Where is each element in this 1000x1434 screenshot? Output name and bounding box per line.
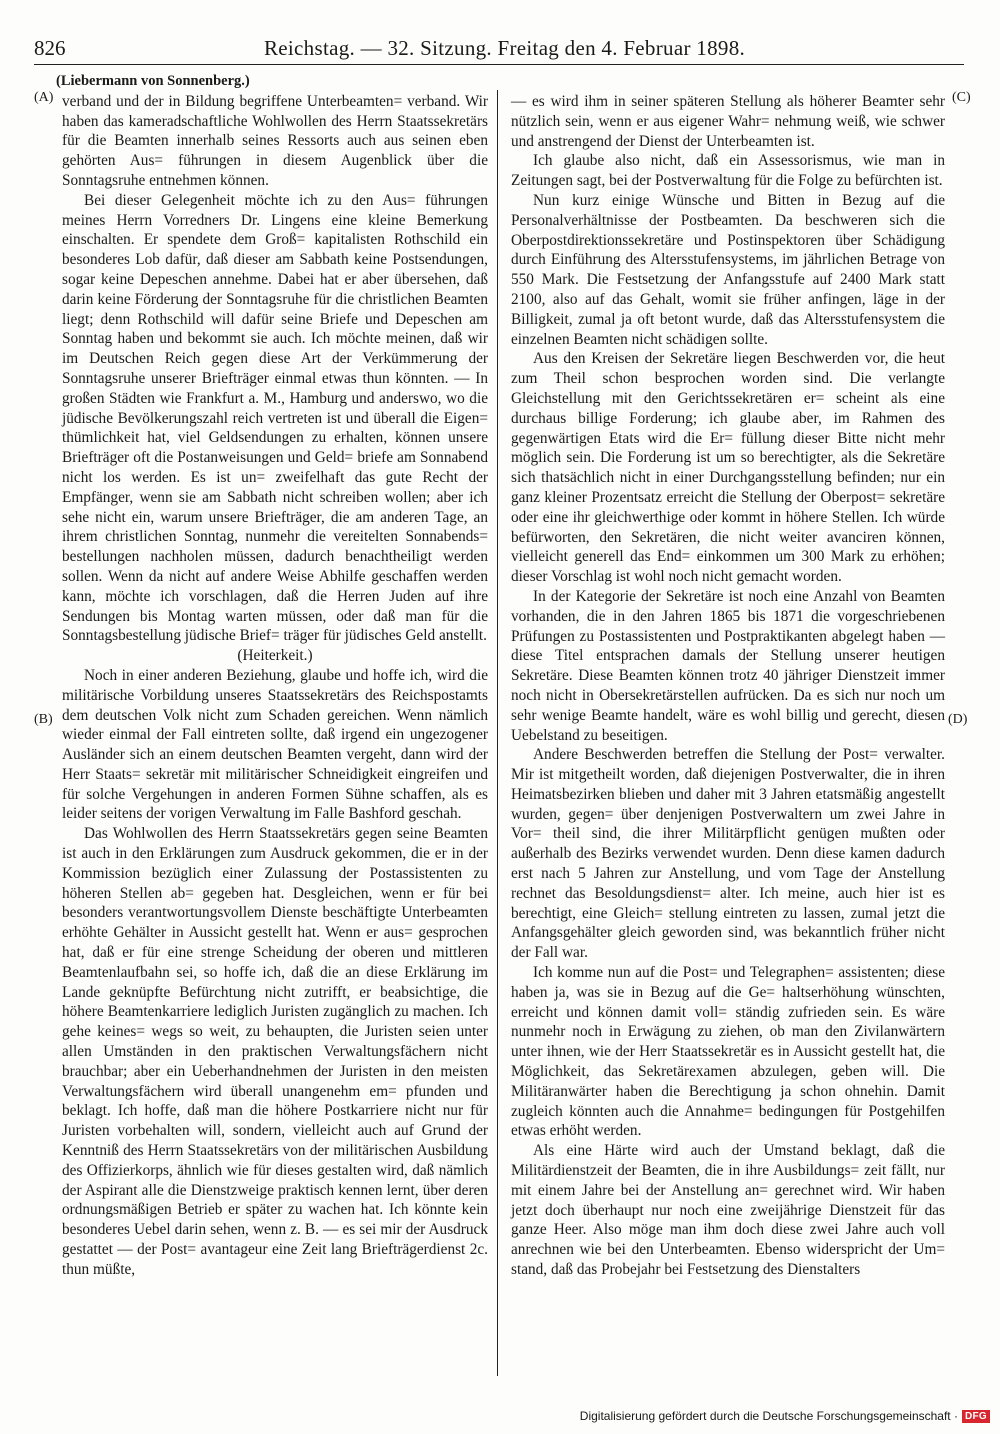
paragraph: Noch in einer anderen Beziehung, glaube und hoffe ich, wird die militärische Vorbildung unseres Staatssekretärs des Reichspostamts dem deutschen Volk nicht zum Schaden gereichen. Wenn nämlich wieder einmal der Fall eintreten sollte, daß irgend ein ungezogener Ausländer sich an einem deutschen Beamten vergeht, dann wird der Herr Staats= sekretär mit militärischer Schneidigkeit eingreifen und für solche Vergehungen in anderen Formen Sühne schaffen, als es leider seitens der vorigen Verwaltung im Falle Bashford geschah.	[62, 666, 488, 823]
dfg-logo: DFG	[962, 1410, 990, 1423]
paragraph: Nun kurz einige Wünsche und Bitten in Bezug auf die Personalverhältnisse der Postbeamten. Da beschweren sich die Oberpostdirektionssekretäre und Postinspektoren über Schädigung durch Einführung des Altersstufensystems, im jährlichen Betrage von 550 Mark. Die Festsetzung der Anfangsstufe auf 2400 Mark statt 2100, also auf das Gehalt, womit sie früher anfingen, läge in der Billigkeit, zumal ja oft betont wurde, daß das Altersstufensystem die einzelnen Beamten nicht schädigen sollte.	[511, 191, 945, 348]
paragraph: verband und der in Bildung begriffene Unterbeamten= verband. Wir haben das kameradschaftliche Wohlwollen des Herrn Staatssekretärs für die Beamten innerhalb seines Ressorts auch aus seinen eben gehörten Aus= führungen in diesem Augenblick über die Sonntagsruhe entnehmen können.	[62, 92, 488, 189]
paragraph: Als eine Härte wird auch der Umstand beklagt, daß die Militärdienstzeit der Beamten, die in ihre Ausbildungs= zeit fällt, nur mit einem Jahre bei der Anstellung an= gerechnet wird. Wir haben jetzt doch überhaupt nur noch eine zweijährige Dienstzeit für das ganze Heer. Also möge man ihm doch diese zwei Jahre auch voll anrechnen wie bei den Unterbeamten. Ebenso widerspricht der Um= stand, daß das Probejahr bei Festsetzung des Dienstalters	[511, 1142, 945, 1279]
page-number: 826	[34, 36, 66, 60]
paragraph: Ich komme nun auf die Post= und Telegraphen= assistenten; diese haben ja, was sie in Bezug auf die Ge= haltserhöhung wünschten, erreicht und können damit voll= ständig zufrieden sein. Es wäre nunmehr noch in Erwägung zu ziehen, ob man den Zivilanwärtern unter ihnen, wie der Herr Staatssekretär es in Aussicht gestellt hat, die Möglichkeit, das Sekretärexamen abzulegen, geben will. Die Militäranwärter haben die Berechtigung ja schon ohnehin. Damit zugleich könnten auch die Annahme= bedingungen für Postgehilfen etwas erhöht werden.	[511, 964, 945, 1140]
left-column	[56, 72, 488, 1280]
margin-marker-b: (B)	[34, 712, 53, 727]
paragraph: Andere Beschwerden betreffen die Stellung der Post= verwalter. Mir ist mitgetheilt worden, daß diejenigen Postverwalter, die in ihren Heimatsbezirken blieben und daher mit 3 Jahren etatsmäßig angestellt wurden, gegen= über denjenigen Postverwaltern um zwei Jahre in Vor= theil sind, die ihrer Militärpflicht genügen mußten oder außerhalb des Bezirks verwendet wurden. Denn diese kamen dadurch erst nach 5 Jahren zur Anstellung, und vom Tage der Anstellung rechnet das Besoldungsdienst= alter. Ich meine, auch hier ist es berechtigt, eine Gleich= stellung eintreten zu lassen, zumal jetzt die Anfangsgehälter gleich geworden sind, was bekanntlich früher nicht der Fall war.	[511, 746, 945, 962]
speaker-name: (Liebermann von Sonnenberg.)	[56, 73, 250, 89]
digitization-footer	[580, 1406, 990, 1426]
paragraph: Ich glaube also nicht, daß ein Assessorismus, wie man in Zeitungen sagt, bei der Postverwaltung für die Folge zu befürchten ist.	[511, 152, 945, 190]
column-divider	[497, 90, 498, 1376]
paragraph: — es wird ihm in seiner späteren Stellung als höherer Beamter sehr nützlich sein, wenn er aus eigener Wahr= nehmung weiß, wie schwer und anstrengend der Dienst der Unterbeamten ist.	[511, 93, 945, 150]
margin-marker-d: (D)	[948, 712, 968, 727]
paragraph: Das Wohlwollen des Herrn Staatssekretärs gegen seine Beamten ist auch in den Erklärungen zum Ausdruck gekommen, die er in der Kommission bezüglich einer Zulassung der Postassistenten zu höheren Stellen ab= gegeben hat. Desgleichen, wenn er für bei besonders verantwortungsvollem Dienste beschäftigte Unterbeamten erhöhte Gehälter in Aussicht gestellt hat. Wenn er aus= gesprochen hat, daß er für eine strenge Scheidung der oberen und mittleren Beamtenlaufbahn sei, so hoffe ich, daß die an diese Erklärung im Lande geknüpfte Befürchtung nicht zutrifft, er beabsichtige, die höhere Beamtenkarriere lediglich Juristen zugänglich zu machen. Ich gehe keines= wegs so weit, zu behaupten, die Juristen seien unter allen Umständen in den praktischen Verwaltungsfächern nicht brauchbar; aber ein Ueberhandnehmen der Juristen in den meisten Verwaltungsfächern wird überall unangenehm em= pfunden und beklagt. Ich hoffe, daß man die höhere Postkarriere nicht nur für Juristen vorbehalten will, sondern, vielleicht auch auf Grund der Kenntniß des Herrn Staatssekretärs von der militärischen Ausbildung des Offizierkorps, ähnlich wie für dieses gestalten wird, daß nämlich der Aspirant alle die Dienstzweige praktisch kennen lernt, über deren ordnungsmäßigen Betrieb er später zu wachen hat. Ich könnte kein besonderes Uebel darin sehen, wenn z. B. — es sei mir der Ausdruck gestattet — der Post= avantageur eine Zeit lang Briefträgerdienst 2c. thun müßte,	[62, 825, 488, 1278]
interjection: (Heiterkeit.)	[237, 647, 313, 665]
paragraph: In der Kategorie der Sekretäre ist noch eine Anzahl von Beamten vorhanden, die in den Jahren 1865 bis 1871 die vorgeschriebenen Prüfungen zu Postassistenten und Postpraktikanten abgelegt haben — diese Titel entsprachen damals der Stellung unserer heutigen Sekretäre. Diese Beamten können trotz 40 jähriger Dienstzeit immer noch nicht in Obersekretärstellen aufrücken. Da es sich nur noch um sehr wenige Beamte handelt, wäre es wohl billig und gerecht, diesen Uebelstand zu beseitigen.	[511, 587, 945, 744]
paragraph: Bei dieser Gelegenheit möchte ich zu den Aus= führungen meines Herrn Vorredners Dr. Lingens eine kleine Bemerkung einschalten. Er spendete dem Groß= kapitalisten Rothschild ein besonderes Lob dafür, daß dieser am Sabbath keine Postsendungen, sogar keine Depeschen annehme. Dabei hat er aber übersehen, daß darin keine Förderung der Sonntagsruhe für die christlichen Beamten liegt; denn Rothschild will dafür seine Briefe und Depeschen am Sonntag haben und bekommt sie auch. Ich möchte meinen, daß wir im Deutschen Reich gegen diese Art der Verkümmerung der Sonntagsruhe unserer Briefträger einmal etwas thun könnten. — In großen Städten wie Frankfurt a. M., Hamburg und anderswo, wo die jüdische Bevölkerungszahl reich vertreten ist und überall die Eigen= thümlichkeit hat, viel Geldsendungen zu erhalten, können unsere Briefträger oft die Postanweisungen und Geld= briefe am Sonnabend nicht los werden. Es ist un= zweifelhaft das gute Recht der Empfänger, wenn sie am Sabbath nicht schreiben wollen; aber ich sehe nicht ein, warum unsere Briefträger, die am anderen Tage, an ihrem christlichen Sonntag, nunmehr die vereitelten Sonnabends= bestellungen nachholen müssen, dadurch benachtheiligt werden sollen. Wenn da nicht auf andere Weise Abhilfe geschaffen werden kann, möchte ich vorschlagen, daß die Herren Juden auf ihre Sendungen bis Montag warten müssen, oder daß man für die Sonntagsbestellung jüdische Brief= träger für jüdisches Geld anstellt.	[62, 191, 488, 645]
right-column	[511, 92, 945, 1280]
margin-marker-a: (A)	[34, 90, 54, 105]
running-title: Reichstag. — 32. Sitzung. Freitag den 4. Februar 1898.	[264, 36, 746, 60]
paragraph: Aus den Kreisen der Sekretäre liegen Beschwerden vor, die heut zum Theil schon besprochen worden sind. Die verlangte Gleichstellung mit den Gerichtssekretären er= scheint als eine durchaus billige Forderung; ich glaube aber, im Rahmen des gegenwärtigen Etats wird die Er= füllung dieser Bitte nicht mehr möglich sein. Die Forderung ist um so berechtigter, als die Sekretäre sich thatsächlich nicht in einer Durchgangsstellung befinden; nur ein ganz kleiner Prozentsatz erreicht die Stellung der Oberpost= sekretäre oder eine ihr gleichwerthige oder kommt in höhere Stellen. Ich würde befürworten, den Sekretären, die nicht weiter avanciren können, vielleicht generell das End= einkommen um 300 Mark zu erhöhen; dieser Vorschlag ist wohl noch nicht gemacht worden.	[511, 350, 945, 586]
margin-marker-c: (C)	[952, 90, 971, 105]
page-header	[34, 32, 964, 62]
footer-text: Digitalisierung gefördert durch die Deutsche Forschungsgemeinschaft ·	[579, 1409, 958, 1423]
header-rule	[34, 64, 964, 65]
